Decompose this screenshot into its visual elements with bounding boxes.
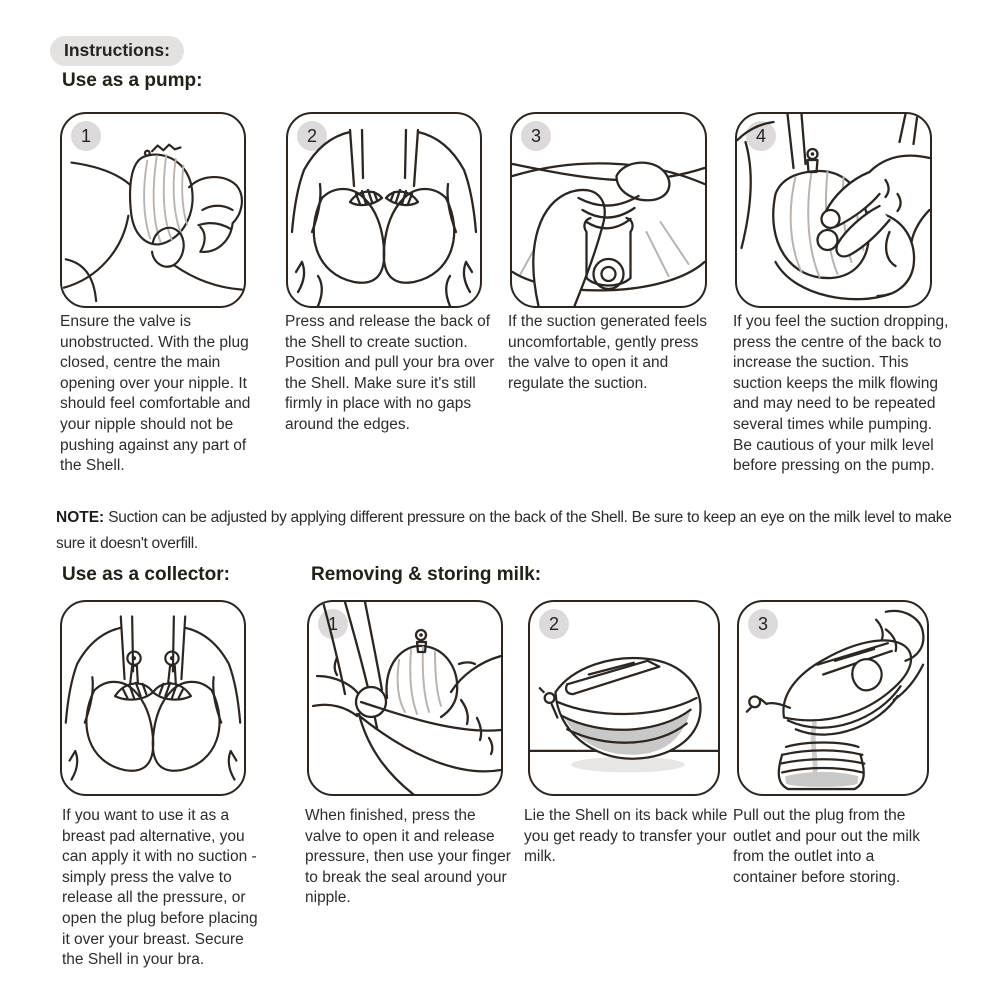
pouring-milk-from-outlet-into-jar-illustration bbox=[739, 602, 927, 794]
removing-step-2-panel bbox=[528, 600, 720, 796]
shells-with-open-plugs-in-bra-illustration bbox=[62, 602, 244, 794]
note-text: NOTE: Suction can be adjusted by applying different pressure on the back of the Shell. Be sure to keep an eye on the milk level to make sure it doesn't overfill. bbox=[56, 509, 952, 552]
instructions-label: Instructions: bbox=[64, 40, 170, 60]
note-label: NOTE: bbox=[56, 509, 105, 526]
step-number-badge: 3 bbox=[521, 121, 551, 151]
pump-step-3-caption: If the suction generated feels uncomfortable, gently press the valve to open it and regulate the suction. bbox=[508, 313, 708, 392]
removing-step-3-caption: Pull out the plug from the outlet and pour out the milk from the outlet into a container before storing. bbox=[733, 807, 920, 886]
shell-lying-on-its-back-illustration bbox=[530, 602, 718, 794]
hand-holding-shell-to-breast-illustration bbox=[62, 114, 244, 306]
shells-tucked-inside-bra-illustration bbox=[288, 114, 480, 306]
pump-step-3-panel bbox=[510, 112, 707, 308]
collector-section-heading: Use as a collector: bbox=[62, 564, 230, 585]
removing-step-2-caption: Lie the Shell on its back while you get ready to transfer your milk. bbox=[524, 807, 728, 866]
step-number-badge: 2 bbox=[539, 609, 569, 639]
step-number-badge: 4 bbox=[746, 121, 776, 151]
finger-pressing-valve-closeup-illustration bbox=[512, 114, 705, 306]
pump-step-2-panel bbox=[286, 112, 482, 308]
collector-panel bbox=[60, 600, 246, 796]
hand-breaking-seal-under-bra-illustration bbox=[309, 602, 501, 794]
removing-step-1-panel bbox=[307, 600, 503, 796]
pump-step-4-panel bbox=[735, 112, 932, 308]
pump-step-2-caption: Press and release the back of the Shell to create suction. Position and pull your bra over the Shell. Make sure it's still firmly in place with no gaps around the edges. bbox=[285, 313, 495, 433]
step-number-badge: 2 bbox=[297, 121, 327, 151]
pump-section-heading: Use as a pump: bbox=[62, 70, 203, 91]
pump-step-4-caption: If you feel the suction dropping, press the centre of the back to increase the suction. This suction keeps the milk flowing and may need to be repeated several times while pumping. Be cautious of your milk level before pressing on the pump. bbox=[733, 313, 949, 475]
step-number-badge: 1 bbox=[71, 121, 101, 151]
instructions-pill bbox=[50, 36, 184, 66]
removing-step-1-caption: When finished, press the valve to open it and release pressure, then use your finger to break the seal around your nipple. bbox=[305, 807, 511, 907]
step-number-badge: 1 bbox=[318, 609, 348, 639]
collector-caption: If you want to use it as a breast pad alternative, you can apply it with no suction - simply press the valve to release all the pressure, or open the plug before placing it over your breast. Secure the Shell in your bra. bbox=[62, 807, 258, 969]
step-number-badge: 3 bbox=[748, 609, 778, 639]
fingers-pressing-shell-back-in-bra-illustration bbox=[737, 114, 930, 306]
removing-step-3-panel bbox=[737, 600, 929, 796]
pump-step-1-caption: Ensure the valve is unobstructed. With the plug closed, centre the main opening over your nipple. It should feel comfortable and your nipple should not be pushing against any part of the Shell. bbox=[60, 313, 251, 475]
removing-section-heading: Removing & storing milk: bbox=[311, 564, 542, 585]
pump-step-1-panel bbox=[60, 112, 246, 308]
